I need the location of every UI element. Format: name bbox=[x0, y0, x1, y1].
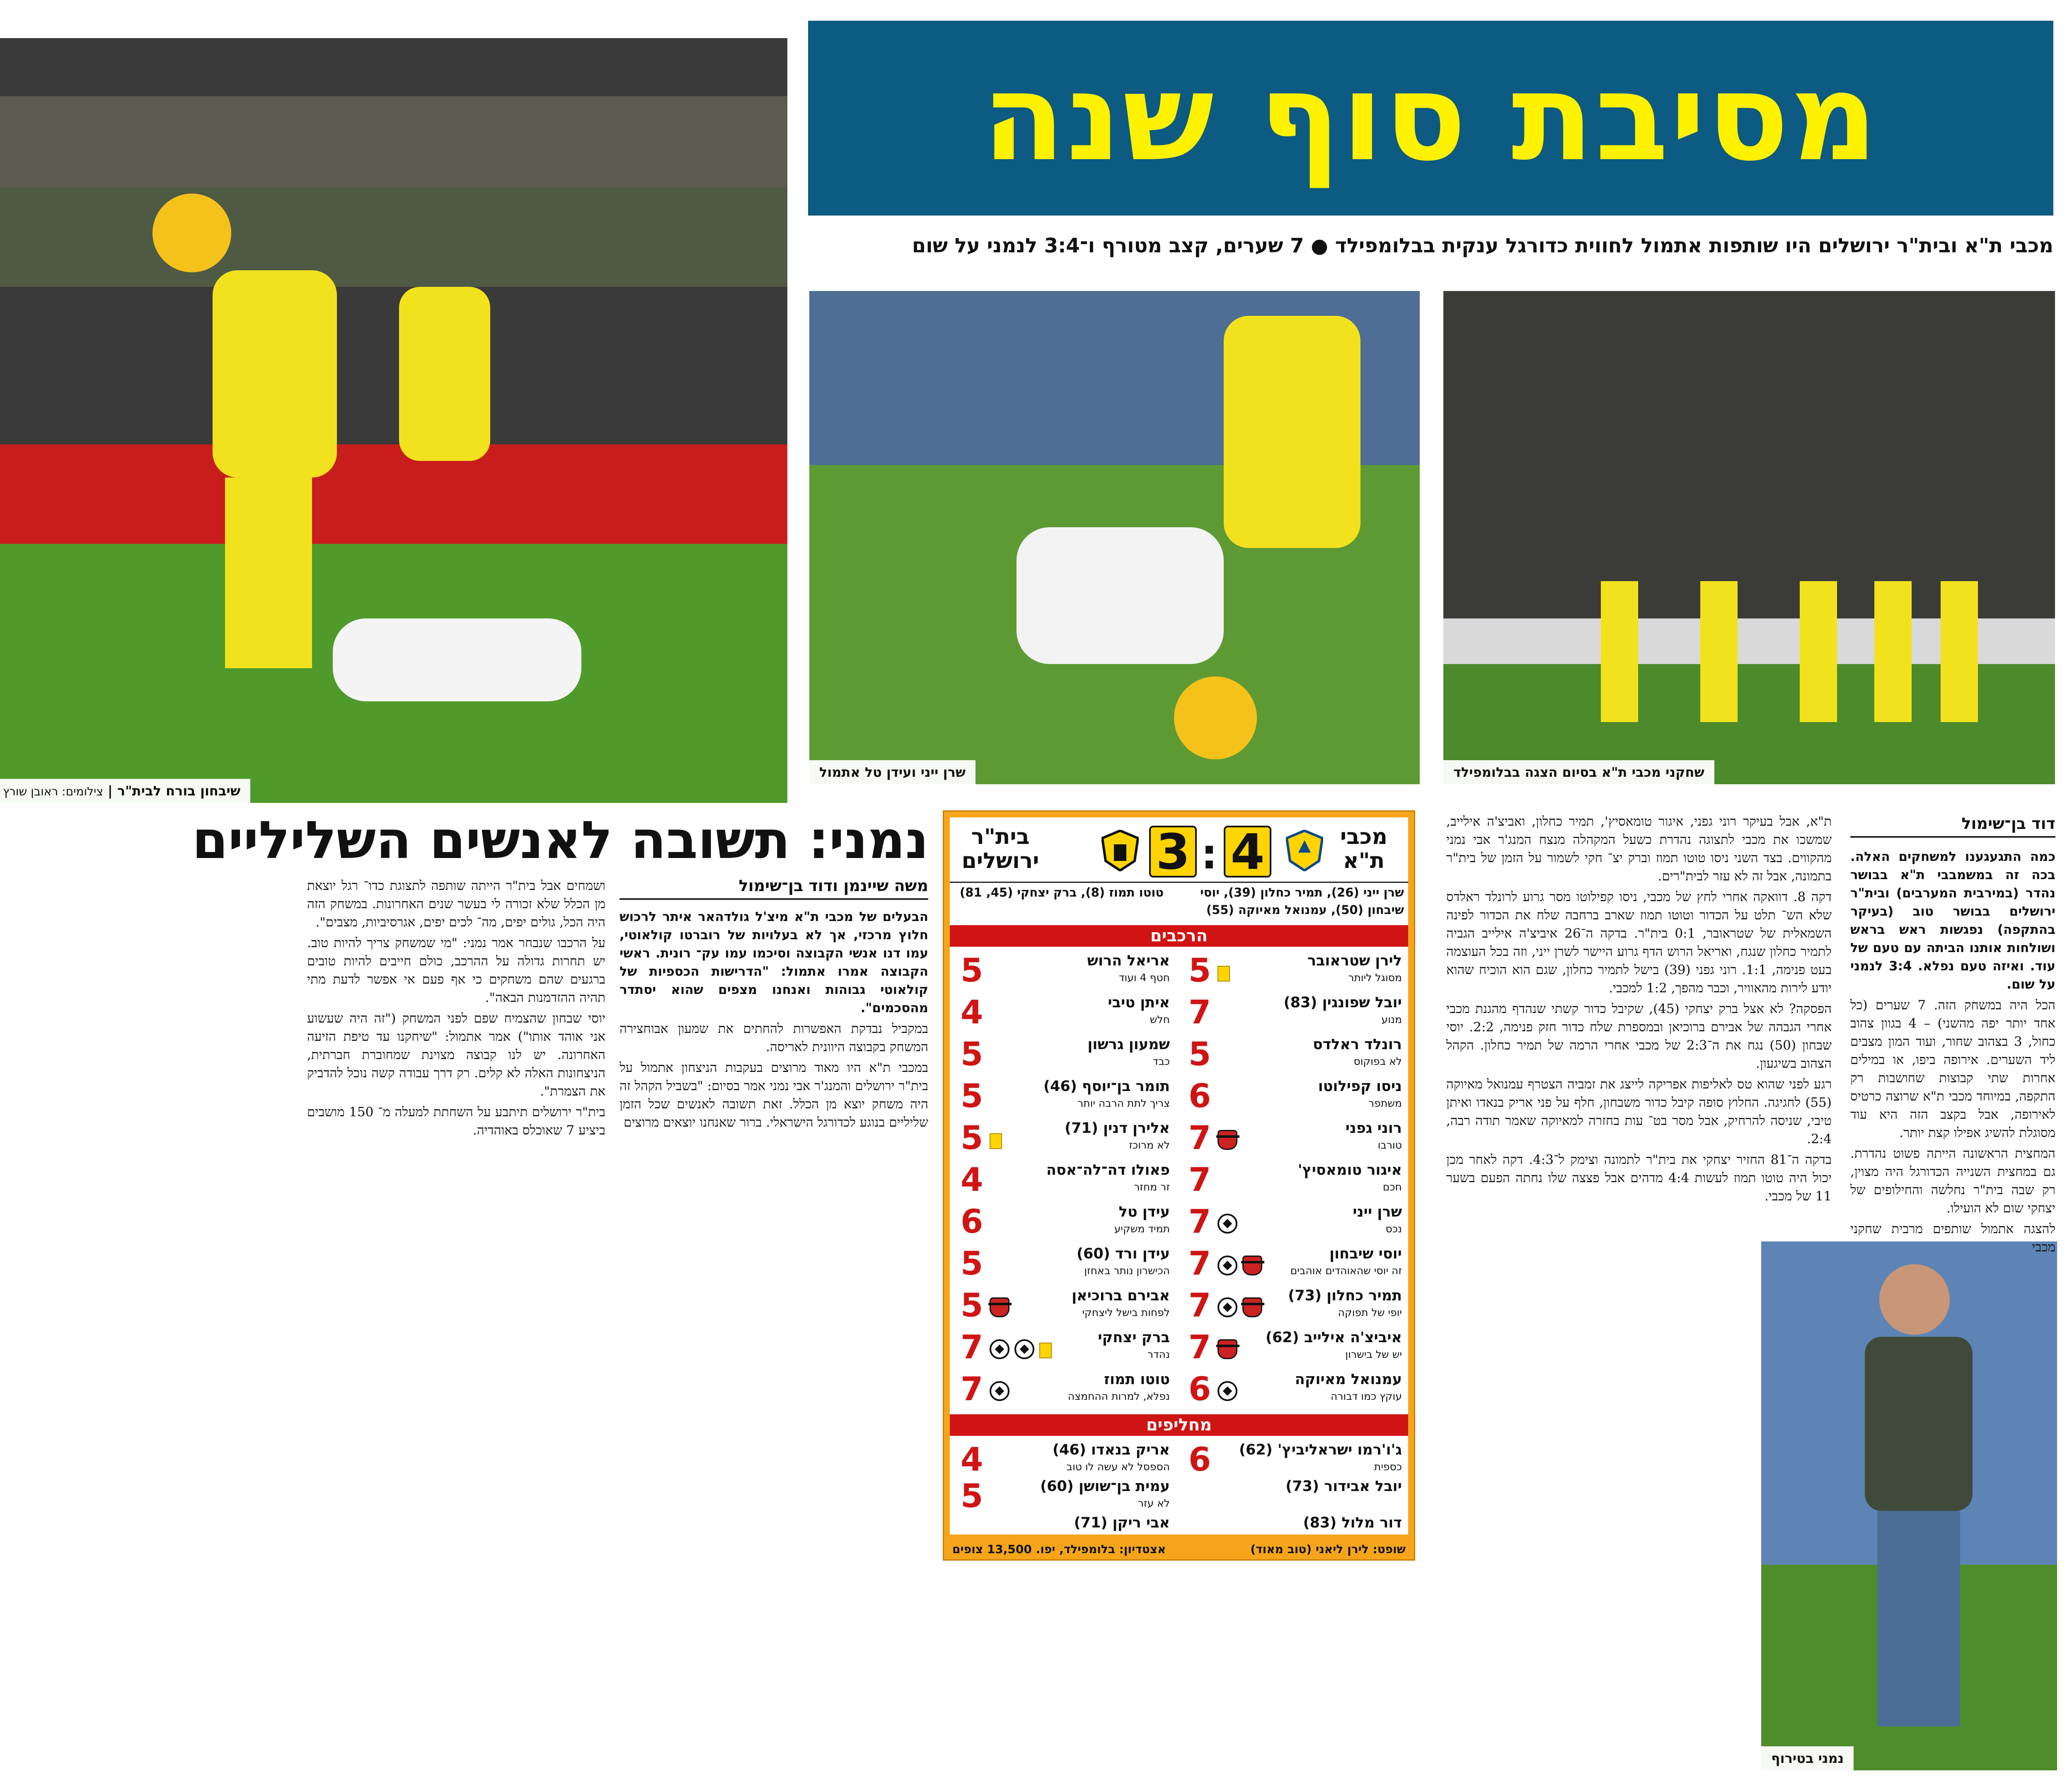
player-name: עידן טל bbox=[1118, 1204, 1170, 1220]
player-name: רונלד ראלדס bbox=[1313, 1036, 1402, 1053]
player-note: נפלא, למרות ההחמצה bbox=[1067, 1390, 1170, 1402]
story-right-paragraph: הכל היה במשחק הזה. 7 שערים (כל אחד יותר יפה מהשני) – 4 בגוון צהוב כחול, 3 בצהוב שחור, ועוד המון מצבים ליד השערים. אירופה ביפו, או במילים אחרות שתי קבוצות שחושבות רק התקפה, במיוחד מכבי ת"א שרוצה כרטיס לאירופה, אבל בקצב הזה היא עוד מסוגלת להשיג אפילו קצת יותר. bbox=[1850, 998, 2056, 1140]
player-note: הכישרון נותר באחזן bbox=[1084, 1265, 1170, 1277]
player-note: זה יוסי שהאוהדים אוהבים bbox=[1290, 1265, 1402, 1277]
story-mid-paragraph: בדקה ה־81 החזיר יצחקי את בית"ר לתמונה וצימק ל־4:3. דקה לאחר מכן יכול היה טוטו תמוז לעשות 4:4 מדהים אבל פצצה שלו נחתה הפעם בשער 11 של מכבי. bbox=[1446, 1152, 1832, 1204]
away-player-row bbox=[952, 1369, 1176, 1410]
player-name: אבירם ברוכיאן bbox=[1072, 1287, 1170, 1304]
player-name: איביצ'ה אילייב (62) bbox=[1265, 1329, 1402, 1346]
player-note: משתפר bbox=[1368, 1097, 1402, 1109]
player-note: לא מרוכז bbox=[1129, 1139, 1170, 1151]
player-name: עמית בן־שושן (60) bbox=[1040, 1478, 1170, 1495]
player-note: חטף 4 ועוד bbox=[1118, 972, 1170, 984]
yellow-card-icon bbox=[1039, 1343, 1052, 1358]
player-name: רוני גפני bbox=[1345, 1120, 1402, 1137]
away-player-row bbox=[952, 1118, 1176, 1159]
photo-left-caption: שיבחון בורח לבית"ר | צילומים: ראובן שורץ bbox=[0, 779, 250, 803]
divider bbox=[950, 882, 1408, 883]
player-note: נכס bbox=[1385, 1223, 1402, 1235]
player-grade: 4 bbox=[961, 1441, 983, 1479]
home-score: 4 bbox=[1224, 826, 1271, 878]
maccabi-crest-icon bbox=[1286, 830, 1323, 871]
player-name: ג'ו'רמו ישראליביץ' (62) bbox=[1239, 1442, 1402, 1458]
story-right-column bbox=[1850, 848, 2055, 1259]
photo-shivhon-image bbox=[0, 38, 787, 803]
player-grade: 7 bbox=[961, 1371, 983, 1408]
venue-note: אצטדיון: בלומפילד, יפו. 13,500 צופים bbox=[952, 1542, 1166, 1556]
home-player-row bbox=[1180, 1076, 1408, 1117]
player-name: עמנואל מאיוקה bbox=[1295, 1371, 1402, 1388]
section-lineups: הרכבים bbox=[950, 925, 1408, 947]
away-scorers: טוטו תמוז (8), ברק יצחקי (45, 81) bbox=[959, 885, 1164, 899]
home-player-row bbox=[1180, 1118, 1408, 1159]
photo-middle-caption: שרן ייני ועידן טל אתמול bbox=[809, 760, 975, 784]
player-note: חכם bbox=[1382, 1181, 1402, 1193]
photo-coach-caption: נמני בטירוף bbox=[1761, 1746, 1854, 1770]
story-mid-paragraph: דקה 8. דוואקה אחרי לחץ של מכבי, ניסו קפילוטו מסר גרוע לרונלד ראלדס שלא הש־ תלט על הכדור וטוטו תמוז שארב ברחבה שלח את הכדור לפינה השמאלית של שטראובר, 0:1 בית"ר. בדקה ה־26 איביצ'ה אילייב הגביה לתמיר כחלון שנגח, ואריאל הרוש הדף גרוע היישר לשרן ייני, וזה בכל העוצמה בעט פנימה, 1:1. רוני גפני (39) בישל לתמיר כחלון, שגם הוא הוכיח שהוא יודע לירות מהאוויר, וכבר מהפך, 1:2 למכבי. bbox=[1446, 890, 1832, 996]
player-note: יש של בישרון bbox=[1345, 1348, 1402, 1360]
story-left-paragraph: בית"ר ירושלים תיתבע על השחתת למעלה מ־ 150 מושבים ביציע 7 שאוכלס באוהדיה. bbox=[307, 1105, 605, 1138]
player-note: תמיד משקיע bbox=[1114, 1223, 1170, 1235]
player-name: אריאל הרוש bbox=[1087, 953, 1170, 969]
player-grade: 6 bbox=[961, 1203, 983, 1241]
story-left-paragraph: ושמחים אבל בית"ר הייתה שותפה לתצוגת כדו־ רגל יוצאת מן הכלל שלא זכורה לי בעשר שנים האחרונות. במשחק הזה היה הכל, גולים יפים, מה־ לכים יפים, אגרסיביות, מצבים". bbox=[307, 878, 605, 930]
player-note: צריך לתת הרבה יותר bbox=[1077, 1097, 1170, 1109]
player-note: כספית bbox=[1374, 1461, 1402, 1473]
player-note: טורבו bbox=[1377, 1139, 1402, 1151]
goal-ball-icon bbox=[1218, 1214, 1237, 1234]
home-scorers: שרן ייני (26), תמיר כחלון (39), יוסי שיבחון (50), עמנואל מאיוקה (55) bbox=[1200, 885, 1404, 917]
player-grade: 6 bbox=[1188, 1078, 1211, 1115]
player-grade: 5 bbox=[961, 1078, 983, 1115]
away-player-row bbox=[952, 1076, 1176, 1117]
away-player-row bbox=[952, 1285, 1176, 1326]
story-mid-paragraph: ת"א, אבל בעיקר רוני גפני, איגור טומאסיץ', תמיר כחלון, ואביצ'ה אילייב, שמשכו את מכבי לתצוגה נהדרת כשעל המקהלה מנצח המנג'ר אבי נמני מהקווים. בצד השני ניסו טוטו תמוז וברק יצ־ חקי לשמור על הזמן של בית"ר בתמונה, אבל זה לא עזר לבית"רים. bbox=[1446, 814, 1832, 884]
photo-yeini-tal bbox=[809, 291, 1420, 784]
assist-pot-icon bbox=[1242, 1297, 1262, 1317]
photo-yeini-image bbox=[809, 291, 1420, 784]
home-player-row bbox=[1180, 1285, 1408, 1326]
story-left-paragraph: יוסי שבחון שהצמיח שפם לפני המשחק ("זה היה שעשוע אני אוהד אותו") אמר אתמול: "שיחקנו עד טיפת הזיעה האחרונה. יש לנו קבוצה מצוינת שמחוברת חברתית, הניצחונות האלה לא קלים. רק דרך עבודה קשה נוכל להדביק את הצמרת". bbox=[307, 1011, 605, 1099]
away-player-row bbox=[952, 1476, 1176, 1517]
player-name: ברק יצחקי bbox=[1098, 1329, 1170, 1346]
player-name: עידן ורד (60) bbox=[1077, 1246, 1170, 1262]
byline-left: משה שיינמן ודוד בן־שימול bbox=[620, 877, 928, 900]
player-grade: 5 bbox=[961, 1478, 983, 1515]
player-note: לא בפוקוס bbox=[1353, 1055, 1402, 1067]
photo-right-caption: שחקני מכבי ת"א בסיום הצגה בבלומפילד bbox=[1443, 760, 1714, 784]
player-name: תמיר כחלון (73) bbox=[1288, 1287, 1402, 1304]
player-grade: 5 bbox=[961, 952, 983, 989]
player-name: יובל שפונגין (83) bbox=[1283, 994, 1402, 1011]
scoreboard-panel bbox=[950, 817, 1408, 1534]
player-grade: 5 bbox=[961, 1245, 983, 1282]
player-note: לפחות בישל ליצחקי bbox=[1082, 1307, 1170, 1319]
assist-pot-icon bbox=[1218, 1130, 1237, 1150]
away-score: 3 bbox=[1149, 826, 1197, 878]
player-name: שרן ייני bbox=[1353, 1204, 1402, 1220]
player-note: הספסל לא עשה לו טוב bbox=[1066, 1461, 1170, 1473]
assist-pot-icon bbox=[1242, 1256, 1262, 1275]
player-grade: 7 bbox=[1188, 1161, 1211, 1199]
player-name: יוסי שיבחון bbox=[1329, 1246, 1402, 1262]
home-player-row bbox=[1180, 1369, 1408, 1410]
player-name: אריק בנאדו (46) bbox=[1053, 1442, 1170, 1458]
yellow-card-icon bbox=[990, 1133, 1002, 1149]
section-subs: מחליפים bbox=[950, 1414, 1408, 1436]
player-grade: 6 bbox=[1188, 1441, 1211, 1479]
player-name: שמעון גרשון bbox=[1087, 1036, 1170, 1053]
home-player-row bbox=[1180, 1243, 1408, 1285]
story-mid-paragraph: רגע לפני שהוא טס לאליפות אפריקה לייצג את זמביה הצטרף עמנואל מאיוקה (55) לחגיגה. החלוץ סופה קיבל כדור משבחון, חלף על פני אריק בנאדו ואיתן טיבי, שניסה להרחיק, אבל מסר בט־ עות בחזרה למאיוקה שאמר תודה רבה, 2:4. bbox=[1446, 1077, 1832, 1147]
player-note: יופי של תפוקה bbox=[1338, 1307, 1402, 1319]
player-name: אלירן דנין (71) bbox=[1065, 1120, 1170, 1137]
player-name: יובל אבידור (73) bbox=[1285, 1478, 1402, 1495]
home-player-row bbox=[1180, 1159, 1408, 1201]
story-left-paragraph: במכבי ת"א היו מאוד מרוצים בעקבות הניצחון אתמול על בית"ר ירושלים והמנג'ר אבי נמני אמר בסיום: "בשביל הקהל זה היה משחק יוצא מן הכלל. זאת תשובה לאנשים שכל הזמן שליליים בנוגע לכדורגל הישראלי. ברור שאנחנו יוצאים מרוצים bbox=[620, 1060, 928, 1130]
story-right-paragraph: המחצית הראשונה הייתה פשוט נהדרת. גם במחצית השנייה הכדורגל היה מצוין, רק שבה בית"ר נחלשה והחילופים של יצחקי שום לא הועילו. bbox=[1850, 1146, 2055, 1216]
home-player-row bbox=[1180, 992, 1408, 1033]
player-name: פאולו דה־לה־אסה bbox=[1046, 1162, 1170, 1178]
player-grade: 7 bbox=[961, 1329, 983, 1366]
player-name: איתן טיבי bbox=[1108, 994, 1170, 1011]
story-right-lead: כמה התגעגענו למשחקים האלה. בכה זה במשמבבי ת"א בבושר נהדר (במירבית המערבים) ובית"ר ירושלים בבושר טוב (בעיקר בהתקפה) נפגשות ראש בראש ושולחות אותנו הביתה עם טעם של עוד. ואיזה טעם נפלא. 3:4 לנמני על שום. bbox=[1850, 849, 2056, 992]
player-grade: 7 bbox=[1188, 1329, 1211, 1366]
away-player-row bbox=[952, 1201, 1176, 1243]
photo-nemni bbox=[1761, 1241, 2057, 1770]
player-grade: 5 bbox=[1188, 1036, 1211, 1073]
yellow-card-icon bbox=[1218, 966, 1230, 982]
home-player-row bbox=[1180, 1439, 1408, 1481]
away-player-row bbox=[952, 1243, 1176, 1285]
player-grade: 7 bbox=[1188, 1245, 1211, 1282]
player-name: ניסו קפילוטו bbox=[1318, 1078, 1402, 1095]
away-player-row bbox=[952, 1439, 1176, 1481]
referee-note: שופט: לירן ליאני (טוב מאוד) bbox=[1250, 1542, 1406, 1556]
player-grade: 4 bbox=[961, 994, 983, 1031]
home-player-row bbox=[1180, 1034, 1408, 1075]
photo-shivhon-breaks bbox=[0, 38, 787, 803]
assist-pot-icon bbox=[1218, 1339, 1237, 1359]
player-note: מסוגל ליותר bbox=[1348, 972, 1402, 984]
player-name: תומר בן־יוסף (46) bbox=[1043, 1078, 1170, 1095]
story-mid-paragraph: הפסקה? לא אצל ברק יצחקי (45), שקיבל כדור קשתי שנהדף מהגנת מכבי אחרי הגבהה של אבירם ברוכיאן ובמספרת שלח כדור חזק פנימה, 2:2. יוסי שבחון (50) נגח את ה־2:3 של מכבי אחרי הרמה של תמיר כחלון. הקהל הצהוב בשיגעון. bbox=[1446, 1001, 1832, 1071]
player-grade: 5 bbox=[961, 1036, 983, 1073]
player-grade: 6 bbox=[1188, 1371, 1211, 1408]
home-player-row bbox=[1180, 950, 1408, 991]
story-left-paragraph: במקביל נבדקת האפשרות להחתים את שמעון אבוחצירה המשחק בקבוצה היוונית לאריסה. bbox=[620, 1021, 928, 1054]
story-right-paragraph: להצגה אתמול שותפים מרבית שחקני מכבי bbox=[1850, 1222, 2055, 1255]
player-note: מנוע bbox=[1381, 1013, 1402, 1025]
player-grade: 7 bbox=[1188, 1287, 1211, 1324]
player-grade: 7 bbox=[1188, 994, 1211, 1031]
story-left-lead: הבעלים של מכבי ת"א מיצ'ל גולדהאר איתר לרכוש חלוץ מרכזי, אך לא בעלויות של רוברטו קולאוטי, עמו דנו אנשי הקבוצה וסיכמו עמו עק־ רונית. ראשי הקבוצה אמרו אתמול: "הדרישות הכספיות של קולאוטי גבוהות ואנחנו מצפים שהוא יסתדר מהסכמים". bbox=[620, 909, 928, 1016]
player-grade: 5 bbox=[961, 1287, 983, 1324]
player-grade: 7 bbox=[1188, 1203, 1211, 1241]
player-note: חלש bbox=[1150, 1013, 1170, 1025]
player-name: טוטו תמוז bbox=[1104, 1371, 1170, 1388]
player-note: נהדר bbox=[1147, 1348, 1170, 1360]
away-player-row bbox=[952, 1327, 1176, 1368]
photo-nemni-image bbox=[1761, 1241, 2057, 1770]
subheadline: מכבי ת"א ובית"ר ירושלים היו שותפות אתמול לחווית כדורגל ענקית בבלומפילד ● 7 שערים, קצב מטורף ו־3:4 לנמני על שום bbox=[912, 234, 2053, 257]
photo-fans-celebration bbox=[1443, 291, 2055, 784]
scoreboard bbox=[943, 810, 1415, 1561]
goal-ball-icon bbox=[1014, 1339, 1034, 1359]
story-left-paragraph: על הרכבו שנבחר אמר נמני: "מי שמשחק צריך להיות טוב. יש תחרות גדולה על ההרכב, כולם חייבים להיות טובים ברגעים שהם משחקים כי אף פעם אי אפשר לדעת מתי תהיה ההזדמנות הבאה". bbox=[307, 936, 605, 1005]
goal-ball-icon bbox=[1218, 1381, 1237, 1401]
away-team-name: בית"ר ירושלים bbox=[961, 824, 1039, 873]
away-player-row bbox=[952, 1034, 1176, 1075]
player-name: איגור טומאסיץ' bbox=[1297, 1162, 1402, 1178]
goal-ball-icon bbox=[990, 1339, 1009, 1359]
player-name: דור מלול (83) bbox=[1303, 1515, 1402, 1531]
player-grade: 4 bbox=[961, 1161, 983, 1199]
byline-right: דוד בן־שימול bbox=[1850, 815, 2055, 838]
beitar-crest-icon bbox=[1101, 830, 1139, 871]
player-note: לא עזר bbox=[1138, 1497, 1170, 1509]
goal-ball-icon bbox=[1218, 1297, 1237, 1317]
player-grade: 5 bbox=[961, 1120, 983, 1157]
player-name: אבי ריקן (71) bbox=[1074, 1515, 1170, 1531]
player-note: זר מחזר bbox=[1134, 1181, 1170, 1193]
away-player-row bbox=[952, 992, 1176, 1033]
player-grade: 5 bbox=[1188, 952, 1211, 989]
main-headline: מסיבת סוף שנה bbox=[982, 48, 1879, 188]
secondary-headline: נמני: תשובה לאנשים השליליים bbox=[192, 810, 929, 870]
story-left-col-left bbox=[307, 877, 605, 1142]
away-player-row bbox=[952, 1159, 1176, 1201]
headline-banner bbox=[808, 21, 2053, 216]
player-grade: 7 bbox=[1188, 1120, 1211, 1157]
home-player-row bbox=[1180, 1476, 1408, 1517]
home-team-name: מכבי ת"א bbox=[1340, 824, 1388, 873]
home-player-row bbox=[1180, 1327, 1408, 1368]
score-separator: : bbox=[1201, 830, 1218, 878]
player-note: כבד bbox=[1152, 1055, 1170, 1067]
player-name: לירן שטראובר bbox=[1307, 953, 1402, 969]
photo-fans-image bbox=[1443, 291, 2055, 784]
goal-ball-icon bbox=[1218, 1256, 1237, 1275]
story-middle-column bbox=[1446, 812, 1832, 1208]
away-player-row bbox=[952, 950, 1176, 991]
home-player-row bbox=[1180, 1201, 1408, 1243]
player-note: עוקץ כמו דבורה bbox=[1331, 1390, 1402, 1402]
goal-ball-icon bbox=[990, 1381, 1009, 1401]
story-left-col-right bbox=[620, 908, 928, 1134]
assist-pot-icon bbox=[990, 1297, 1009, 1317]
